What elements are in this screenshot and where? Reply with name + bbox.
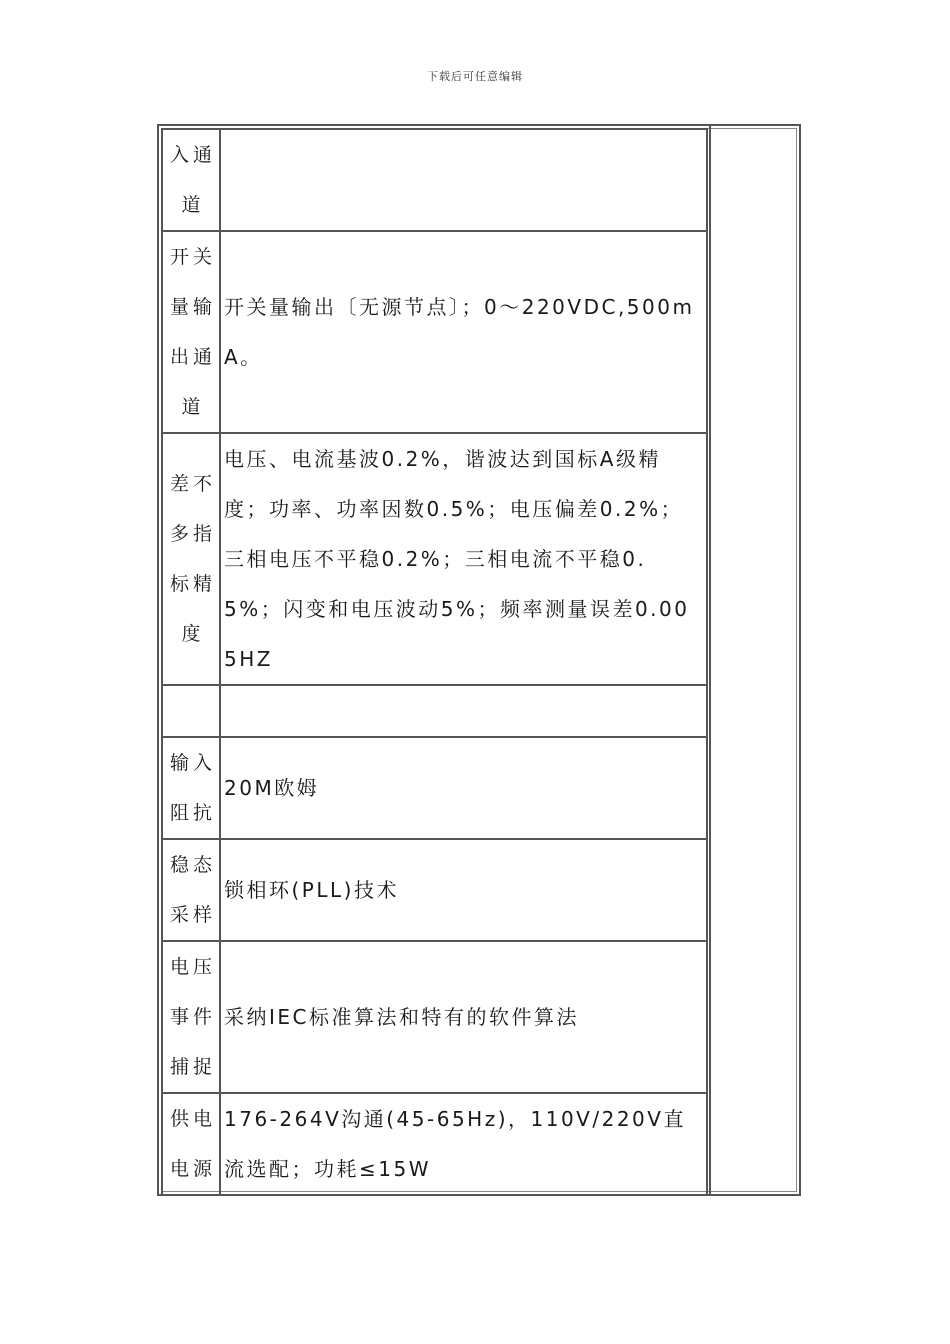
table-row-empty [162, 685, 707, 737]
table-row-accuracy [162, 433, 707, 685]
row-value: 锁相环(PLL)技术 [220, 839, 707, 941]
row-label: 输入阻抗 [162, 737, 220, 839]
row-value: 电压、电流基波0.2%，谐波达到国标A级精度；功率、功率因数0.5%；电压偏差0.2%；三相电压不平稳0.2%；三相电流不平稳0.5%；闪变和电压波动5%；频率测量误差0.005HZ [220, 433, 707, 685]
row-value [220, 685, 707, 737]
table-row-steady-sampling [162, 839, 707, 941]
row-value [220, 129, 707, 231]
table-row-power-supply [162, 1093, 707, 1195]
row-value: 开关量输出〔无源节点〕；0～220VDC,500mA。 [220, 231, 707, 433]
frame-right-divider [709, 126, 711, 1194]
table-row-input-impedance [162, 737, 707, 839]
table-row-switch-output [162, 231, 707, 433]
row-label: 供电电源 [162, 1093, 220, 1195]
row-label: 差不多指标精度 [162, 433, 220, 685]
table-row-voltage-event [162, 941, 707, 1093]
row-label: 入通道 [162, 129, 220, 231]
row-value: 采纳IEC标准算法和特有的软件算法 [220, 941, 707, 1093]
row-value: 176-264V沟通(45-65Hz)，110V/220V直流选配；功耗≤15W [220, 1093, 707, 1195]
table-row-input-channel [162, 129, 707, 231]
row-label: 开关量输出通道 [162, 231, 220, 433]
spec-table [161, 128, 708, 1196]
row-value: 20M欧姆 [220, 737, 707, 839]
page-header: 下载后可任意编辑 [427, 70, 523, 83]
row-label: 电压事件捕捉 [162, 941, 220, 1093]
row-label: 稳态采样 [162, 839, 220, 941]
row-label [162, 685, 220, 737]
